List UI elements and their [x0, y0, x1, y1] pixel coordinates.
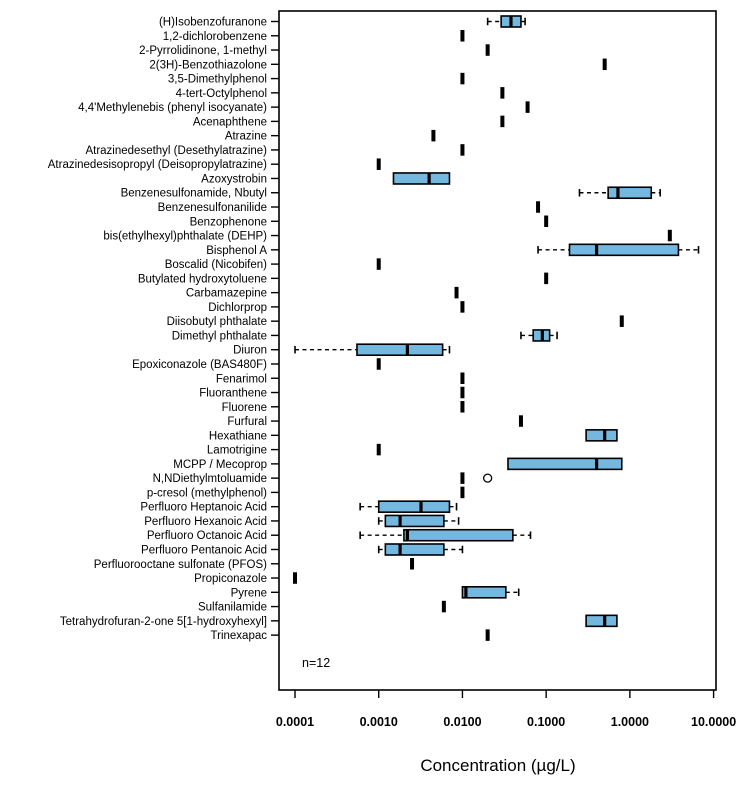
category-label: Carbamazepine	[185, 287, 267, 300]
outlier-point	[484, 474, 492, 482]
category-label: Hexathiane	[208, 430, 267, 443]
single-value-mark	[486, 44, 490, 56]
iqr-box	[385, 544, 444, 555]
single-value-mark	[544, 216, 548, 228]
median-line	[595, 244, 598, 255]
category-label: Perfluoro Pentanoic Acid	[141, 544, 267, 557]
single-value-mark	[455, 287, 459, 299]
single-value-mark	[460, 73, 464, 85]
single-value-mark	[460, 30, 464, 42]
single-value-mark	[500, 116, 504, 128]
category-label: Perfluorooctane sulfonate (PFOS)	[93, 558, 267, 571]
median-line	[595, 458, 598, 469]
iqr-box	[608, 187, 651, 198]
single-value-mark	[544, 273, 548, 285]
category-label: Diuron	[233, 344, 267, 357]
single-value-mark	[460, 144, 464, 156]
category-label: N,NDiethylmtoluamide	[152, 473, 267, 486]
category-label: 3,5-Dimethylphenol	[167, 73, 267, 86]
category-label: 2(3H)-Benzothiazolone	[149, 59, 267, 72]
median-line	[603, 430, 606, 441]
category-label: Perfluoro Hexanoic Acid	[144, 515, 267, 528]
iqr-box	[379, 501, 450, 512]
median-line	[603, 615, 606, 626]
category-label: Dichlorprop	[208, 301, 267, 314]
single-value-mark	[460, 401, 464, 413]
category-label: Butylated hydroxytoluene	[137, 273, 267, 286]
single-value-mark	[460, 387, 464, 399]
category-label: Propiconazole	[194, 573, 267, 586]
x-tick-label: 0.1000	[527, 715, 566, 729]
category-label: Atrazinedesethyl (Desethylatrazine)	[85, 144, 267, 157]
category-label: 4,4'Methylenebis (phenyl isocyanate)	[78, 102, 267, 115]
median-line	[406, 344, 409, 355]
x-tick-label: 0.0010	[359, 715, 398, 729]
median-line	[398, 515, 401, 526]
median-line	[428, 173, 431, 184]
category-label: 2-Pyrrolidinone, 1-methyl	[139, 45, 267, 58]
category-label: Pyrene	[230, 587, 267, 600]
single-value-mark	[377, 158, 381, 170]
iqr-box	[357, 344, 443, 355]
category-label: Dimethyl phthalate	[171, 330, 267, 343]
x-tick-label: 10.0000	[691, 715, 737, 729]
x-axis-title: Concentration (µg/L)	[420, 756, 576, 775]
median-line	[509, 16, 512, 27]
category-label: Azoxystrobin	[201, 173, 267, 186]
category-label: Furfural	[227, 416, 267, 429]
x-tick-label: 0.0001	[275, 715, 315, 729]
x-tick-label: 1.0000	[610, 715, 649, 729]
iqr-box	[508, 458, 622, 469]
single-value-mark	[431, 130, 435, 142]
category-label: Fluoranthene	[199, 387, 267, 400]
category-label: Benzenesulfonamide, Nbutyl	[120, 187, 267, 200]
x-tick-label: 0.0100	[443, 715, 482, 729]
category-label: Acenaphthene	[192, 116, 267, 129]
category-label: MCPP / Mecoprop	[173, 458, 267, 471]
single-value-mark	[377, 358, 381, 370]
single-value-mark	[603, 59, 607, 70]
iqr-box	[404, 530, 513, 541]
category-label: (H)Isobenzofuranone	[158, 16, 267, 29]
category-label: Perfluoro Octanoic Acid	[146, 530, 267, 543]
category-label: Tetrahydrofuran-2-one 5[1-hydroxyhexyl]	[59, 615, 267, 628]
single-value-mark	[526, 101, 530, 113]
iqr-box	[586, 615, 617, 626]
median-line	[398, 544, 401, 555]
category-label: Bisphenol A	[206, 244, 267, 257]
median-line	[464, 587, 467, 598]
median-line	[541, 330, 544, 341]
iqr-box	[393, 173, 449, 184]
median-line	[406, 530, 409, 541]
single-value-mark	[519, 415, 523, 427]
category-label: Fenarimol	[215, 373, 267, 386]
median-line	[616, 187, 619, 198]
single-value-mark	[377, 258, 381, 270]
single-value-mark	[460, 373, 464, 385]
sample-size-annotation: n=12	[302, 656, 331, 670]
single-value-mark	[460, 301, 464, 313]
category-label: Lamotrigine	[206, 444, 267, 457]
category-label: Epoxiconazole (BAS480F)	[132, 358, 267, 371]
category-label: Atrazine	[224, 130, 267, 143]
single-value-mark	[377, 444, 381, 456]
single-value-mark	[668, 230, 672, 242]
iqr-box	[462, 587, 505, 598]
single-value-mark	[620, 315, 624, 327]
median-line	[419, 501, 422, 512]
category-label: Trinexapac	[210, 630, 267, 643]
category-label: Benzophenone	[189, 216, 267, 229]
category-label: p-cresol (methylphenol)	[146, 487, 267, 500]
iqr-box	[385, 515, 444, 526]
category-label: Sulfanilamide	[197, 601, 267, 614]
category-label: bis(ethylhexyl)phthalate (DEHP)	[103, 230, 267, 243]
category-label: 4-tert-Octylphenol	[175, 87, 267, 100]
single-value-mark	[460, 472, 464, 484]
single-value-mark	[442, 601, 446, 613]
single-value-mark	[500, 87, 504, 99]
single-value-mark	[410, 558, 414, 570]
category-label: Perfluoro Heptanoic Acid	[140, 501, 267, 514]
single-value-mark	[293, 572, 297, 584]
iqr-box	[586, 430, 617, 441]
single-value-mark	[536, 201, 540, 213]
iqr-box	[569, 244, 678, 255]
category-label: Benzenesulfonanilide	[157, 202, 267, 215]
single-value-mark	[460, 487, 464, 499]
category-label: 1,2-dichlorobenzene	[162, 30, 267, 43]
category-label: Atrazinedesisopropyl (Deisopropylatrazine)	[47, 159, 267, 172]
single-value-mark	[486, 629, 490, 641]
category-label: Boscalid (Nicobifen)	[164, 259, 267, 272]
category-label: Diisobutyl phthalate	[166, 316, 267, 329]
category-label: Fluorene	[221, 401, 267, 414]
